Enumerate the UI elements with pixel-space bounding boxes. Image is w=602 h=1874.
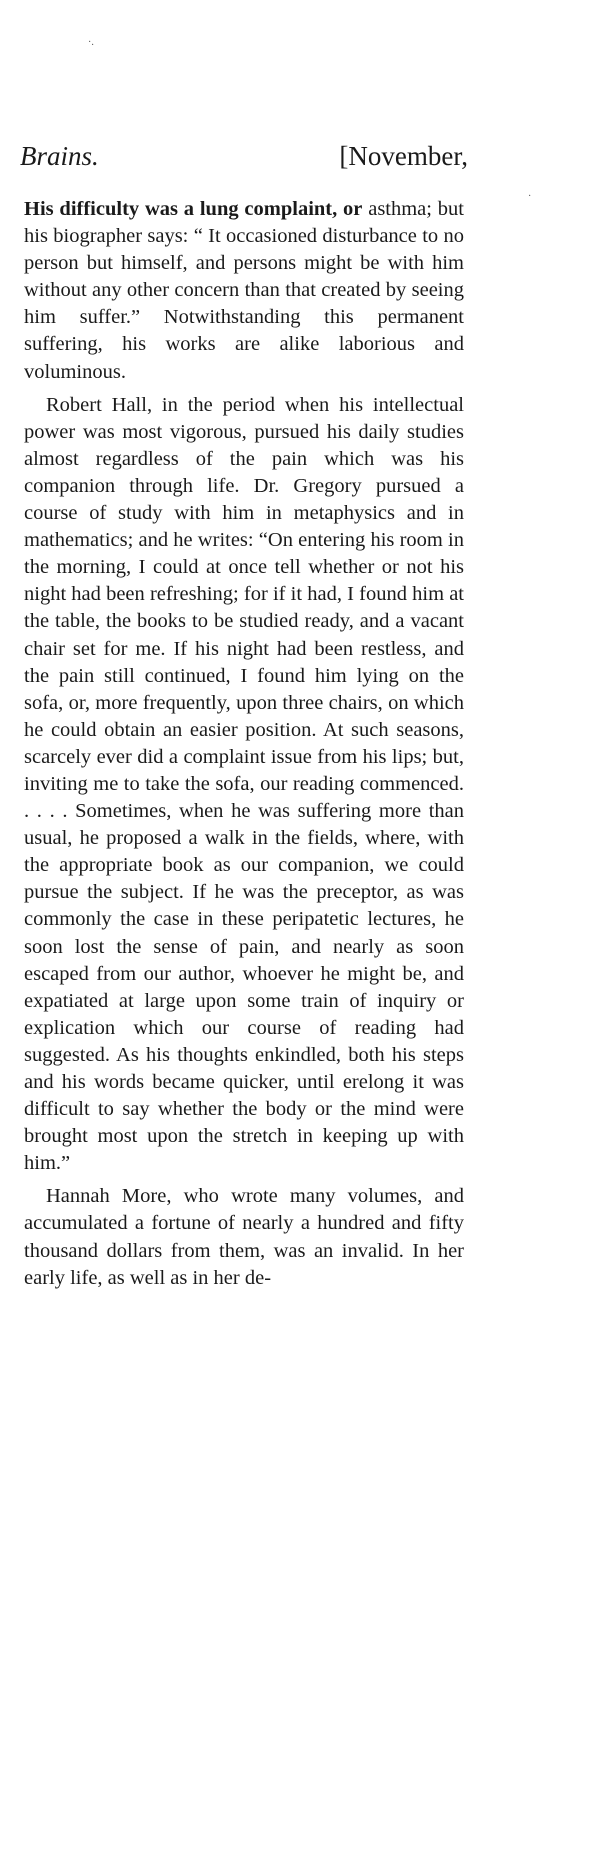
print-speck-margin: · <box>528 191 532 202</box>
running-date: [November, <box>339 141 468 171</box>
paragraph-2 <box>24 392 464 1178</box>
paragraph-1-body: asthma; but his biographer says: “ It occasioned disturbance to no person but himself, and persons might be with him without any other concern than that created by seeing him suffer.” Notwithstanding this permanent suffering, his works are alike laborious and voluminous. <box>24 198 464 383</box>
running-header <box>20 141 468 175</box>
article-body <box>24 196 464 1298</box>
print-speck-top: ·. <box>88 37 94 48</box>
paragraph-3-body: Hannah More, who wrote many volumes, and accumulated a fortune of nearly a hundred and fifty thousand dollars from them, was an invalid. In her early life, as well as in her de- <box>24 1185 464 1289</box>
running-title: Brains. <box>20 141 99 171</box>
paragraph-1 <box>24 196 464 386</box>
paragraph-3 <box>24 1183 464 1291</box>
paragraph-1-lead: His difficulty was a lung complaint, or <box>24 198 363 220</box>
paragraph-2-body: Robert Hall, in the period when his intellectual power was most vigorous, pursued his daily studies almost regardless of the pain which was his companion through life. Dr. Gregory pursued a course of study with him in metaphysics and in mathematics; and he writes: “On entering his room in the morning, I could at once tell whether or not his night had been refreshing; for if it had, I found him at the table, the books to be studied ready, and a vacant chair set for me. If his night had been restless, and the pain still continued, I found him lying on the sofa, or, more frequently, upon three chairs, on which he could obtain an easier position. At such seasons, scarcely ever did a complaint issue from his lips; but, inviting me to take the sofa, our reading commenced. . . . . Sometimes, when he was suffering more than usual, he proposed a walk in the fields, where, with the appropriate book as our companion, we could pursue the subject. If he was the preceptor, as was commonly the case in these peripatetic lectures, he soon lost the sense of pain, and nearly as soon escaped from our author, whoever he might be, and expatiated at large upon some train of inquiry or explication which our course of reading had suggested. As his thoughts enkindled, both his steps and his words became quicker, until erelong it was difficult to say whether the body or the mind were brought most upon the stretch in keeping up with him.” <box>24 393 464 1175</box>
